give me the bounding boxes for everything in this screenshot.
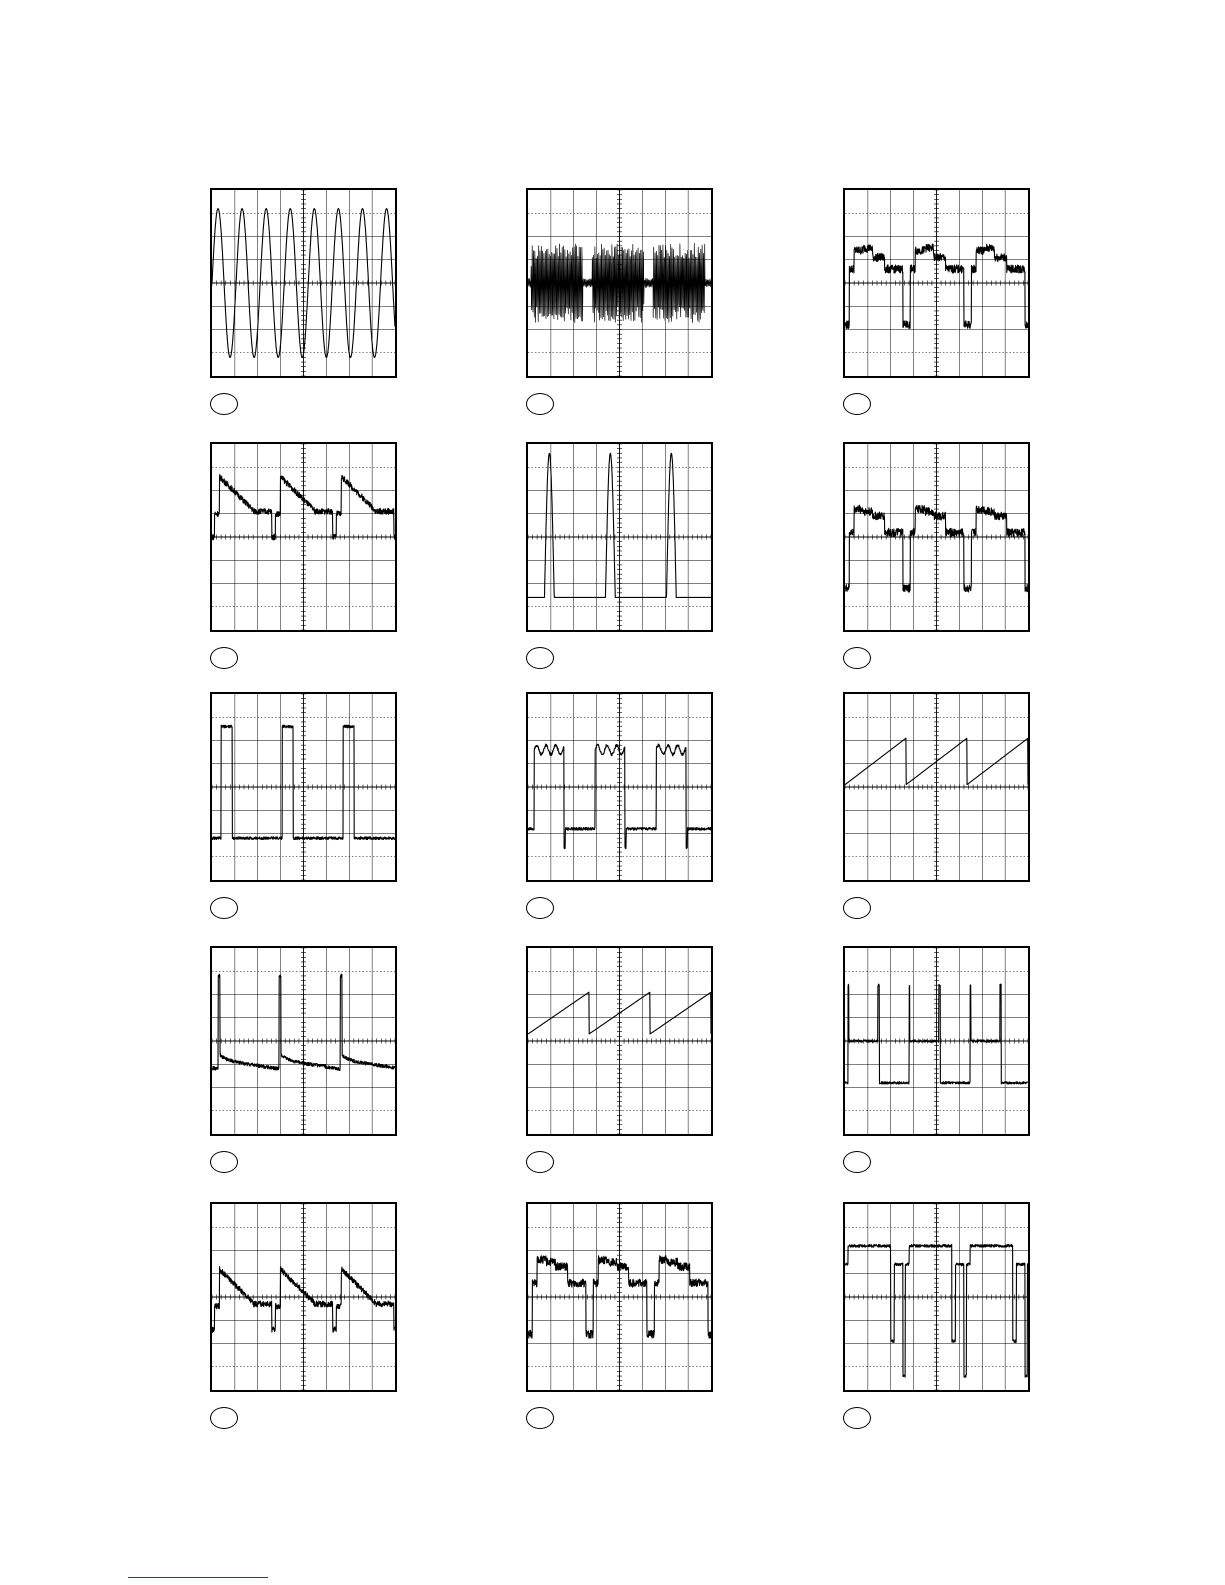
- test-point-badge-12: [843, 1151, 871, 1173]
- scope-plot-6: [845, 444, 1028, 630]
- test-point-badge-13: [210, 1407, 238, 1429]
- scope-screen-4: [210, 442, 397, 632]
- scope-screen-5: [526, 442, 713, 632]
- test-point-badge-2: [526, 393, 554, 415]
- waveform-trace: [528, 243, 711, 322]
- scope-plot-7: [212, 694, 395, 880]
- test-point-badge-4: [210, 647, 238, 669]
- scope-plot-8: [528, 694, 711, 880]
- axis-minor-ticks: [528, 444, 711, 630]
- scope-screen-11: [526, 946, 713, 1136]
- scope-plot-5: [528, 444, 711, 630]
- axis-minor-ticks: [528, 1204, 711, 1390]
- scope-plot-10: [212, 948, 395, 1134]
- test-point-badge-15: [843, 1407, 871, 1429]
- scope-plot-14: [528, 1204, 711, 1390]
- scope-plot-12: [845, 948, 1028, 1134]
- axis-minor-ticks: [528, 948, 711, 1134]
- test-point-badge-1: [210, 393, 238, 415]
- scope-plot-11: [528, 948, 711, 1134]
- scope-screen-3: [843, 188, 1030, 378]
- scope-plot-13: [212, 1204, 395, 1390]
- scope-screen-10: [210, 946, 397, 1136]
- test-point-badge-8: [526, 897, 554, 919]
- scope-plot-4: [212, 444, 395, 630]
- scope-screen-13: [210, 1202, 397, 1392]
- scope-plot-2: [528, 190, 711, 376]
- test-point-badge-5: [526, 647, 554, 669]
- scope-plot-3: [845, 190, 1028, 376]
- axis-minor-ticks: [845, 190, 1028, 376]
- test-point-badge-6: [843, 647, 871, 669]
- scope-screen-7: [210, 692, 397, 882]
- test-point-badge-3: [843, 393, 871, 415]
- scope-plot-1: [212, 190, 395, 376]
- axis-minor-ticks: [212, 444, 395, 630]
- scope-screen-12: [843, 946, 1030, 1136]
- scope-screen-6: [843, 442, 1030, 632]
- axis-minor-ticks: [212, 190, 395, 376]
- scope-screen-2: [526, 188, 713, 378]
- test-point-badge-14: [526, 1407, 554, 1429]
- axis-minor-ticks: [528, 694, 711, 880]
- scope-screen-9: [843, 692, 1030, 882]
- axis-minor-ticks: [845, 694, 1028, 880]
- axis-minor-ticks: [212, 694, 395, 880]
- scope-screen-1: [210, 188, 397, 378]
- axis-minor-ticks: [212, 948, 395, 1134]
- test-point-badge-10: [210, 1151, 238, 1173]
- scope-plot-15: [845, 1204, 1028, 1390]
- scope-screen-15: [843, 1202, 1030, 1392]
- scope-screen-8: [526, 692, 713, 882]
- scope-screen-14: [526, 1202, 713, 1392]
- axis-minor-ticks: [845, 444, 1028, 630]
- scope-plot-9: [845, 694, 1028, 880]
- axis-minor-ticks: [845, 1204, 1028, 1390]
- test-point-badge-9: [843, 897, 871, 919]
- test-point-badge-11: [526, 1151, 554, 1173]
- test-point-badge-7: [210, 897, 238, 919]
- footer-rule: [128, 1577, 268, 1578]
